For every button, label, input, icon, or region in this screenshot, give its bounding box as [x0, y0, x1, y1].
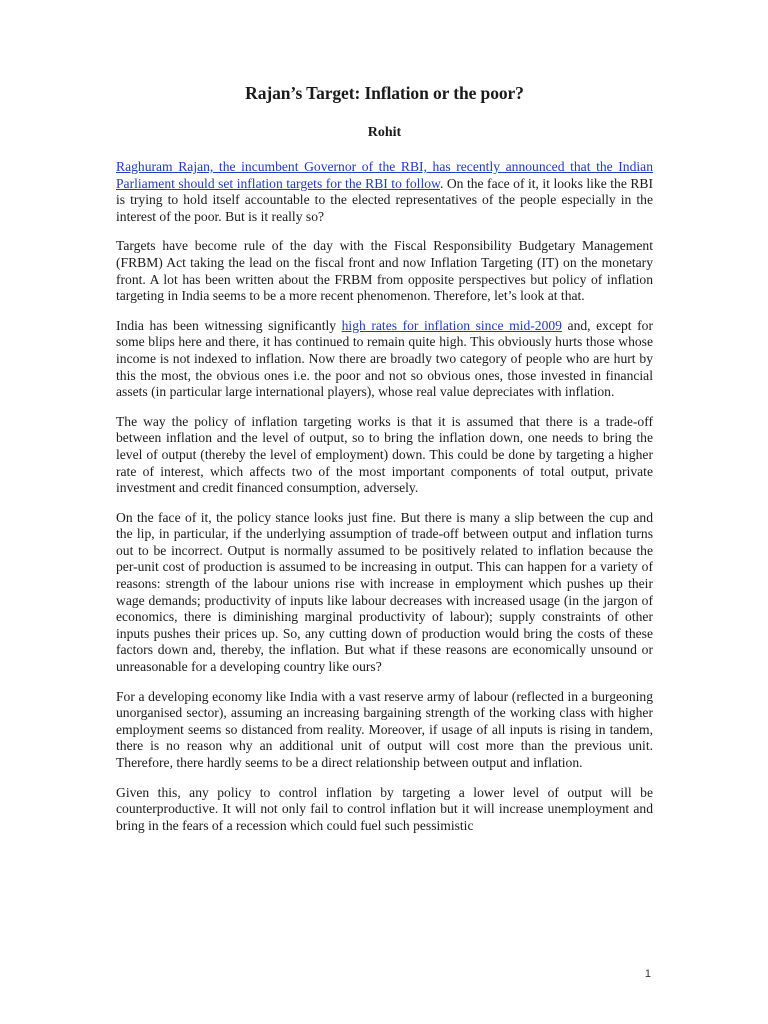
- document-title: Rajan’s Target: Inflation or the poor?: [245, 83, 524, 103]
- rbi-inflation-target-link[interactable]: Raghuram Rajan, the incumbent Governor of the RBI, has recently announced that the Indian Parliament should set inflation targets for the RBI to follow: [116, 159, 653, 191]
- paragraph-3-text-before: India has been witnessing significantly: [116, 317, 342, 333]
- inflation-since-2009-link[interactable]: high rates for inflation since mid-2009: [341, 317, 562, 333]
- paragraph-7: Given this, any policy to control inflation by targeting a lower level of output will be counterproductive. It will not only fail to control inflation but it will increase unemployment and bring in the fears of a recession which could fuel such pessimistic: [116, 784, 653, 833]
- document-body: [116, 82, 653, 847]
- author-name: Rohit: [367, 125, 402, 140]
- paragraph-5: On the face of it, the policy stance looks just fine. But there is many a slip between the cup and the lip, in particular, if the underlying assumption of trade-off between output and inflation turns out to be incorrect. Output is normally assumed to be positively related to inflation because the per-unit cost of production is assumed to be increasing in output. This can happen for a variety of reasons: strength of the labour unions rise with increase in employment which pushes up their wage demands; productivity of inputs like labour decreases with increased usage (in the jargon of economics, there is diminishing marginal productivity of labour); supply constraints of other inputs pushes their prices up. So, any cutting down of production would bring the costs of these factors down and, thereby, the inflation. But what if these reasons are economically unsound or unreasonable for a developing country like ours?: [116, 509, 653, 675]
- page-number: 1: [644, 968, 651, 980]
- paragraph-2: Targets have become rule of the day with the Fiscal Responsibility Budgetary Management (FRBM) Act taking the lead on the fiscal front and now Inflation Targeting (IT) on the monetary front. A lot has been written about the FRBM from opposite perspectives but policy of inflation targeting in India seems to be a more recent phenomenon. Therefore, let’s look at that.: [116, 238, 653, 304]
- paragraph-4: The way the policy of inflation targeting works is that it is assumed that there is a trade-off between inflation and the level of output, so to bring the inflation down, one needs to bring the level of output (thereby the level of employment) down. This could be done by targeting a higher rate of interest, which affects two of the most important components of total output, private investment and credit financed consumption, adversely.: [116, 413, 653, 496]
- paragraph-3: [116, 318, 653, 401]
- paragraph-1-text: . On the face of it, it looks like the RBI is trying to hold itself accountable to the elected representatives of the people especially in the interest of the poor. But is it really so?: [116, 175, 654, 224]
- paragraph-3-text-after: and, except for some blips here and there, it has continued to remain quite high. This obviously hurts those whose income is not indexed to inflation. Now there are broadly two category of people who are hurt by this the most, the obvious ones i.e. the poor and not so obvious ones, those invested in financial assets (in particular large international players), whose real value depreciates with inflation.: [116, 317, 653, 400]
- paragraph-6: For a developing economy like India with a vast reserve army of labour (reflected in a burgeoning unorganised sector), assuming an increasing bargaining strength of the working class with higher employment seems so distanced from reality. Moreover, if usage of all inputs is rising in tandem, there is no reason why an additional unit of output will cost more than the previous unit. Therefore, there hardly seems to be a direct relationship between output and inflation.: [116, 688, 653, 770]
- paragraph-1: [116, 159, 653, 225]
